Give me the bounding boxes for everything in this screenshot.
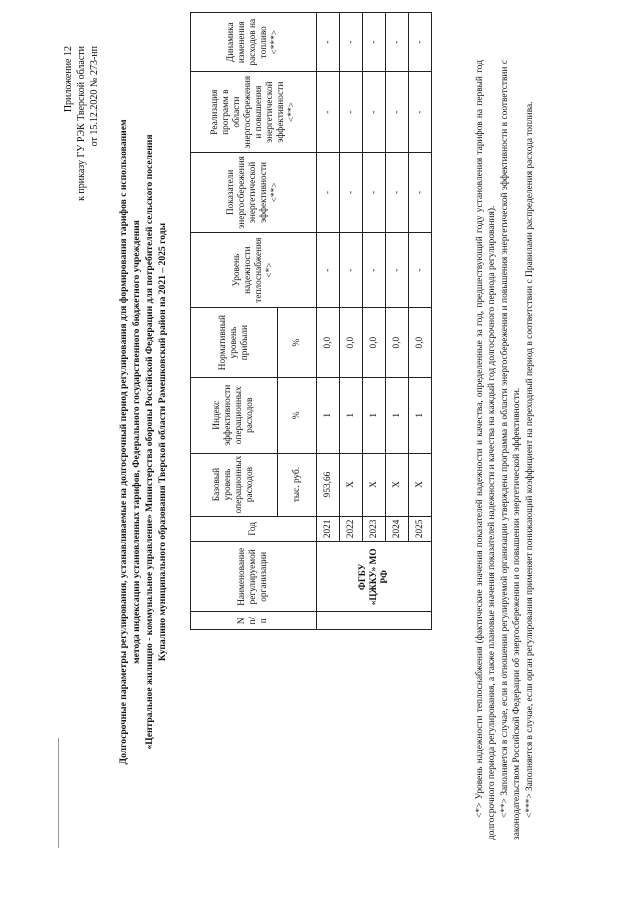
- cell-energy-indicators: -: [340, 152, 363, 232]
- cell-programs: -: [340, 72, 363, 152]
- unit-base-costs: тыс. руб.: [278, 453, 317, 516]
- cell-fuel-dynamics: -: [317, 13, 340, 72]
- cell-profit: 0,0: [340, 308, 363, 378]
- cell-fuel-dynamics: -: [363, 13, 386, 72]
- title-line-4: Купалино муниципального образования Тверской области Рамешковский район на 2021 – 2025 годы: [157, 222, 168, 662]
- header-efficiency-index: Индекс эффективности операционных расходов: [191, 378, 278, 454]
- cell-programs: -: [386, 72, 409, 152]
- cell-fuel-dynamics: -: [340, 13, 363, 72]
- cell-base-costs: X: [386, 453, 409, 516]
- cell-reliability: -: [363, 233, 386, 308]
- cell-energy-indicators: -: [386, 152, 409, 232]
- footnotes: [474, 60, 536, 840]
- table-row: [363, 13, 386, 630]
- header-base-costs: Базовый уровень операционных расходов: [191, 453, 278, 516]
- cell-profit: 0,0: [409, 308, 432, 378]
- cell-programs: -: [317, 72, 340, 152]
- cell-profit: 0,0: [386, 308, 409, 378]
- cell-profit: 0,0: [363, 308, 386, 378]
- unit-efficiency-index: %: [278, 378, 317, 454]
- footnote-energy-saving: <**> Заполняется в случае, если в отношении регулируемой организации утверждена программа в области энергосбережения и повышения энергетической эффективности в соответствии с законодательством Российской Федерации об энергосбережении и о повышении энергетической эффективности.: [499, 60, 523, 840]
- cell-year: 2023: [363, 516, 386, 542]
- header-fuel-dynamics: Динамика изменения расходов на топливо <***>: [191, 13, 317, 72]
- cell-programs: -: [409, 72, 432, 152]
- table-row: [409, 13, 432, 630]
- cell-profit: 0,0: [317, 308, 340, 378]
- cell-year: 2022: [340, 516, 363, 542]
- cell-energy-indicators: -: [363, 152, 386, 232]
- cell-reliability: -: [386, 233, 409, 308]
- cell-fuel-dynamics: -: [409, 13, 432, 72]
- footnote-fuel: <***> Заполняется в случае, если орган регулирования применяет понижающий коэффициент на переходный период в соответствии с Правилами распределения расхода топлива.: [524, 101, 535, 818]
- cell-programs: -: [363, 72, 386, 152]
- cell-reliability: -: [317, 233, 340, 308]
- cell-efficiency-index: 1: [386, 378, 409, 454]
- appendix-number: Приложение 12: [63, 46, 74, 113]
- header-year: Год: [191, 516, 317, 542]
- organization-name: ФГБУ «ЦЖКУ» МО РФ: [317, 542, 432, 612]
- appendix-order: к приказу ГУ РЭК Тверской области: [76, 46, 87, 201]
- footnote-reliability: <*> Уровень надежности теплоснабжения (фактические значения показателей надежности и качества, определенные за год, предшествующий году установления тарифов на первый год долгосрочного периода регулирования, а также плановые значения показателей надежности и качества на каждый год долгосрочного периода регулирования).: [475, 60, 498, 840]
- cell-energy-indicators: -: [317, 152, 340, 232]
- cell-year: 2021: [317, 516, 340, 542]
- cell-base-costs: X: [340, 453, 363, 516]
- header-programs: Реализация программ в области энергосбережения и повышения энергетической эффективности <**>: [191, 72, 317, 152]
- cell-efficiency-index: 1: [317, 378, 340, 454]
- cell-efficiency-index: 1: [409, 378, 432, 454]
- cell-fuel-dynamics: -: [386, 13, 409, 72]
- cell-base-costs: X: [409, 453, 432, 516]
- row-number-cell: [317, 612, 432, 630]
- header-energy-indicators: Показатели энергосбережения энергетической эффективности <**>: [191, 152, 317, 232]
- table-row: [317, 13, 340, 630]
- title-line-1: Долгосрочные параметры регулирования, устанавливаемые на долгосрочный период регулирования для формирования тарифов с использованием: [118, 119, 129, 765]
- cell-reliability: -: [340, 233, 363, 308]
- table-row: [340, 13, 363, 630]
- cell-efficiency-index: 1: [340, 378, 363, 454]
- document-title: [117, 52, 169, 832]
- header-organization: Наименование регулируемой организации: [191, 542, 317, 612]
- cell-energy-indicators: -: [409, 152, 432, 232]
- header-num: N п/п: [191, 612, 317, 630]
- cell-efficiency-index: 1: [363, 378, 386, 454]
- cell-base-costs: 953,66: [317, 453, 340, 516]
- table-row: [386, 13, 409, 630]
- appendix-reference: [62, 46, 101, 201]
- cell-base-costs: X: [363, 453, 386, 516]
- unit-profit: %: [278, 308, 317, 378]
- title-line-2: метода индексации установленных тарифов, Федерального государственного бюджетного учреждения: [131, 220, 142, 664]
- appendix-date: от 15.12.2020 № 273-нп: [89, 46, 100, 147]
- title-line-3: «Центральное жилищно - коммунальное управление» Министерства обороны Российской Федерации для потребителей сельского поселения: [144, 134, 155, 750]
- header-profit: Нормативный уровень прибыли: [191, 308, 278, 378]
- cell-year: 2025: [409, 516, 432, 542]
- cell-year: 2024: [386, 516, 409, 542]
- header-reliability: Уровень надежности теплоснабжения <*>: [191, 233, 317, 308]
- cell-reliability: -: [409, 233, 432, 308]
- parameters-table: [190, 12, 432, 630]
- rotated-document-sheet: [10, 12, 630, 892]
